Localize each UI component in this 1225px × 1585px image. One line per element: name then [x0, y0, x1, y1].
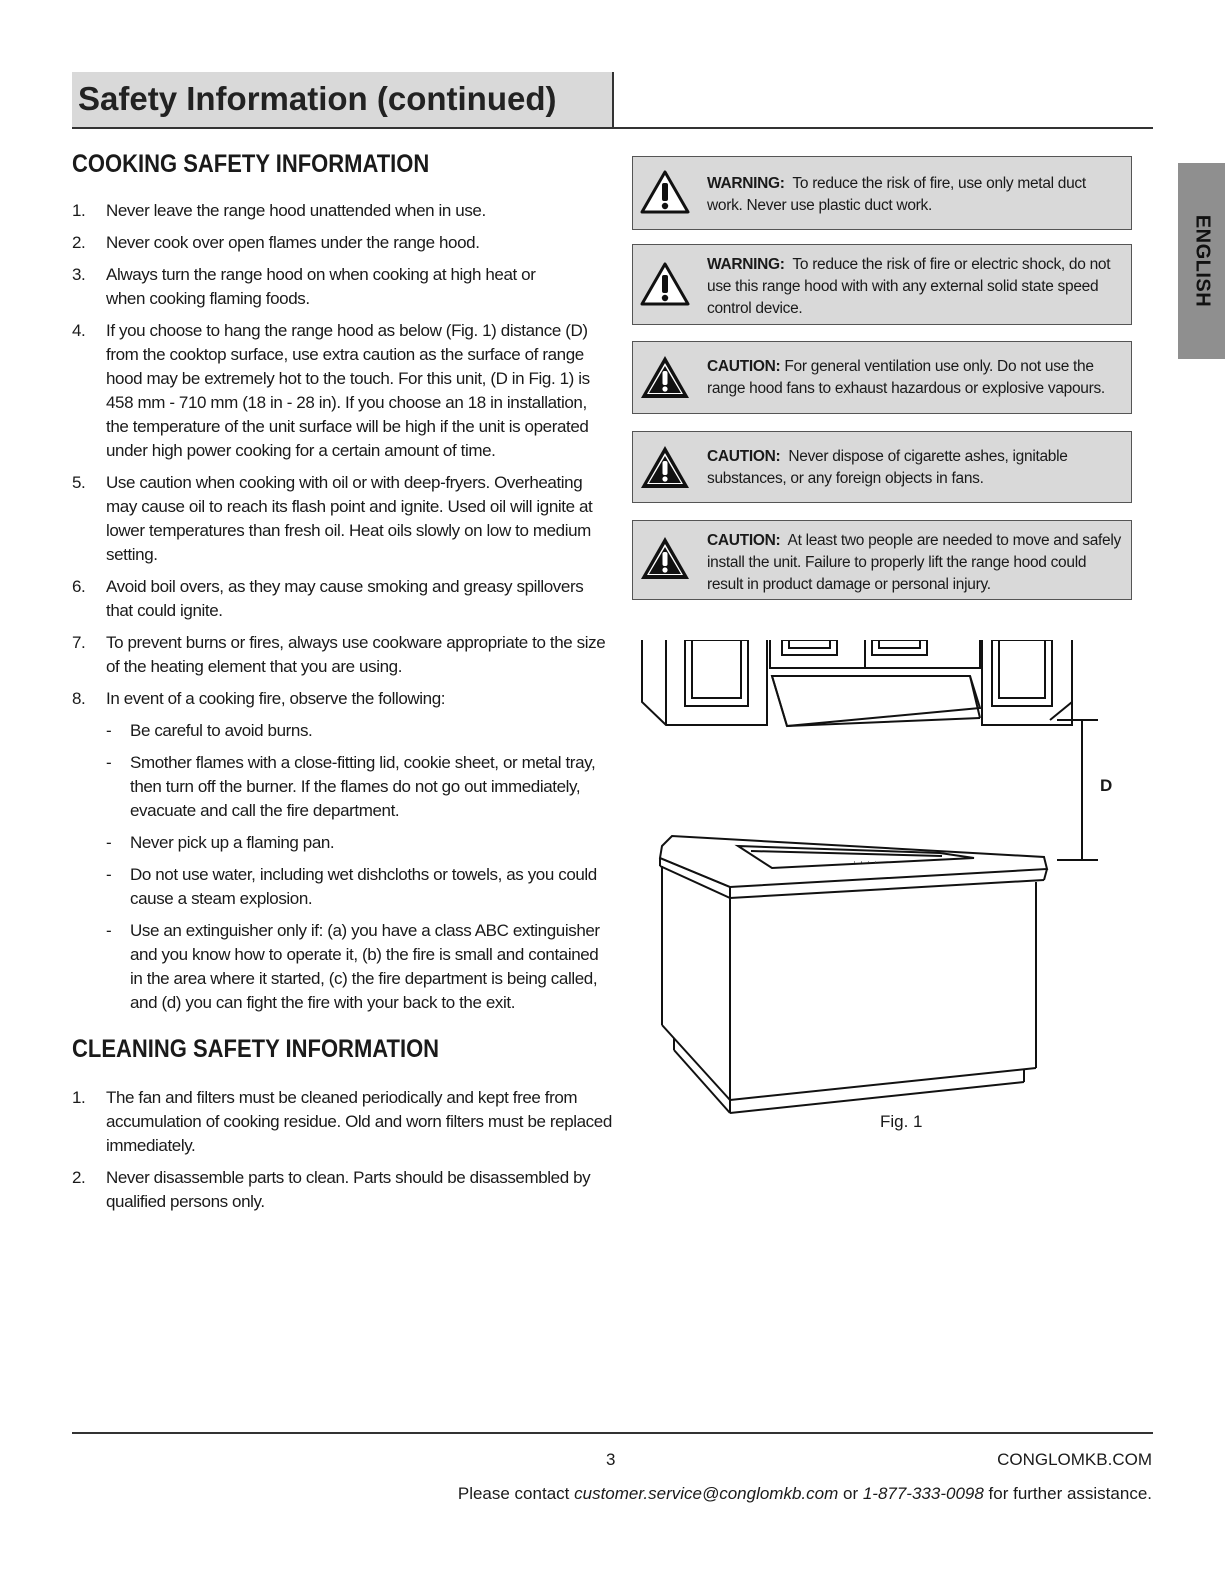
list-item: 7. To prevent burns or fires, always use cookware appropriate to the size of the heating element that you are using. — [72, 633, 606, 676]
list-item: 2. Never disassemble parts to clean. Parts should be disassembled by qualified persons only. — [72, 1168, 591, 1211]
language-tab-label: ENGLISH — [1191, 214, 1213, 308]
notice-text: WARNING: To reduce the risk of fire, use only metal duct work. Never use plastic duct work. — [707, 175, 1086, 214]
email-link[interactable]: customer.service@conglomkb.com — [574, 1484, 839, 1503]
language-tab — [1178, 163, 1225, 359]
list-item: 1. Never leave the range hood unattended when in use. — [72, 201, 486, 220]
range-hood-diagram — [632, 640, 1122, 1120]
list-item: 1. The fan and filters must be cleaned periodically and kept free from accumulation of cooking residue. Old and worn filters must be replaced immediately. — [72, 1088, 612, 1155]
title-divider — [612, 72, 614, 128]
dimension-d — [1057, 720, 1098, 860]
title-rule — [72, 127, 1153, 129]
range-hood — [772, 676, 980, 726]
exclamation-caution-icon — [639, 354, 691, 400]
kitchen-island — [660, 836, 1047, 1113]
list-item: 4. If you choose to hang the range hood as below (Fig. 1) distance (D) from the cooktop surface, use extra caution as the surface of range hood may be extremely hot to the touch. For this unit, (D in Fig. 1) is 458 mm - 710 mm (18 in - 28 in). If you choose an 18 in installation, the temperature of the unit surface will be high if the unit is operated under high power cooking for a certain amount of time. — [72, 321, 590, 460]
list-item: 2. Never cook over open flames under the range hood. — [72, 233, 480, 252]
caution-notice — [632, 431, 1132, 503]
notice-text: WARNING: To reduce the risk of fire or electric shock, do not use this range hood with with any external solid state speed control device. — [707, 256, 1111, 317]
phone-link[interactable]: 1-877-333-0098 — [862, 1484, 984, 1503]
page-title-box — [72, 72, 614, 128]
list-item: 8. In event of a cooking fire, observe the following: - Be careful to avoid burns. - Smother flames with a close-fitting lid, cookie sheet, or metal tray, then turn off the burner. If the flames do not go out immediately, evacuate and call the fire department. - Never pick up a flaming pan. - Do not use water, including wet dishcloths or towels, as you could cause a steam explosion. - Use an extinguisher only if: (a) you have a class ABC extinguisher and you know how to operate it, (b) the fire is small and contained in the area where it started, (c) the fire department is being called, and (d) you can fight the fire with your back to the exit. — [72, 687, 612, 1015]
left-column — [72, 150, 612, 1222]
notice-text: CAUTION: At least two people are needed to move and safely install the unit. Failure to properly lift the range hood could result in product damage or personal injury. — [707, 532, 1121, 593]
exclamation-warning-icon — [639, 169, 691, 215]
cooking-safety-list — [72, 199, 612, 1015]
cooking-safety-heading: COOKING SAFETY INFORMATION — [72, 150, 430, 178]
figure-caption: Fig. 1 — [880, 1112, 923, 1131]
list-item: 6. Avoid boil overs, as they may cause smoking and greasy spillovers that could ignite. — [72, 577, 584, 620]
exclamation-caution-icon — [639, 535, 691, 581]
notice-text: CAUTION: Never dispose of cigarette ashes, ignitable substances, or any foreign objects in fans. — [707, 448, 1068, 487]
cleaning-safety-heading: CLEANING SAFETY INFORMATION — [72, 1035, 440, 1063]
fire-step: - Smother flames with a close-fitting lid, cookie sheet, or metal tray, then turn off the burner. If the flames do not go out immediately, evacuate and call the fire department. — [106, 753, 596, 820]
list-item: 3. Always turn the range hood on when cooking at high heat or when cooking flaming foods. — [72, 265, 536, 308]
footer-rule — [72, 1432, 1153, 1434]
page-title: Safety Information (continued) — [78, 80, 557, 117]
fire-step: - Do not use water, including wet dishcloths or towels, as you could cause a steam explosion. — [106, 865, 597, 908]
fire-step: - Be careful to avoid burns. — [106, 721, 313, 740]
upper-cabinets — [642, 640, 1072, 725]
page-number: 3 — [606, 1450, 616, 1469]
warning-notice — [632, 244, 1132, 325]
cleaning-safety-list — [72, 1086, 612, 1214]
caution-notice — [632, 520, 1132, 600]
caution-notice — [632, 341, 1132, 414]
fire-step: - Use an extinguisher only if: (a) you have a class ABC extinguisher and you know how to operate it, (b) the fire is small and contained in the area where it started, (c) the fire department is being called, and (d) you can fight the fire with your back to the exit. — [106, 921, 600, 1012]
exclamation-caution-icon — [639, 444, 691, 490]
exclamation-warning-icon — [639, 261, 691, 307]
dimension-d-label: D — [1100, 776, 1113, 795]
notice-text: CAUTION: For general ventilation use only. Do not use the range hood fans to exhaust hazardous or explosive vapours. — [707, 358, 1105, 397]
list-item: 5. Use caution when cooking with oil or with deep-fryers. Overheating may cause oil to reach its flash point and ignite. Used oil will ignite at lower temperatures than fresh oil. Heat oils slowly on low to medium setting. — [72, 473, 593, 564]
fire-step: - Never pick up a flaming pan. — [106, 833, 335, 852]
website-link[interactable]: CONGLOMKB.COM — [997, 1450, 1152, 1469]
warning-notice — [632, 156, 1132, 230]
contact-line: Please contact customer.service@conglomkb.com or 1-877-333-0098 for further assistance. — [457, 1484, 1152, 1503]
fire-steps-list — [106, 719, 612, 1015]
